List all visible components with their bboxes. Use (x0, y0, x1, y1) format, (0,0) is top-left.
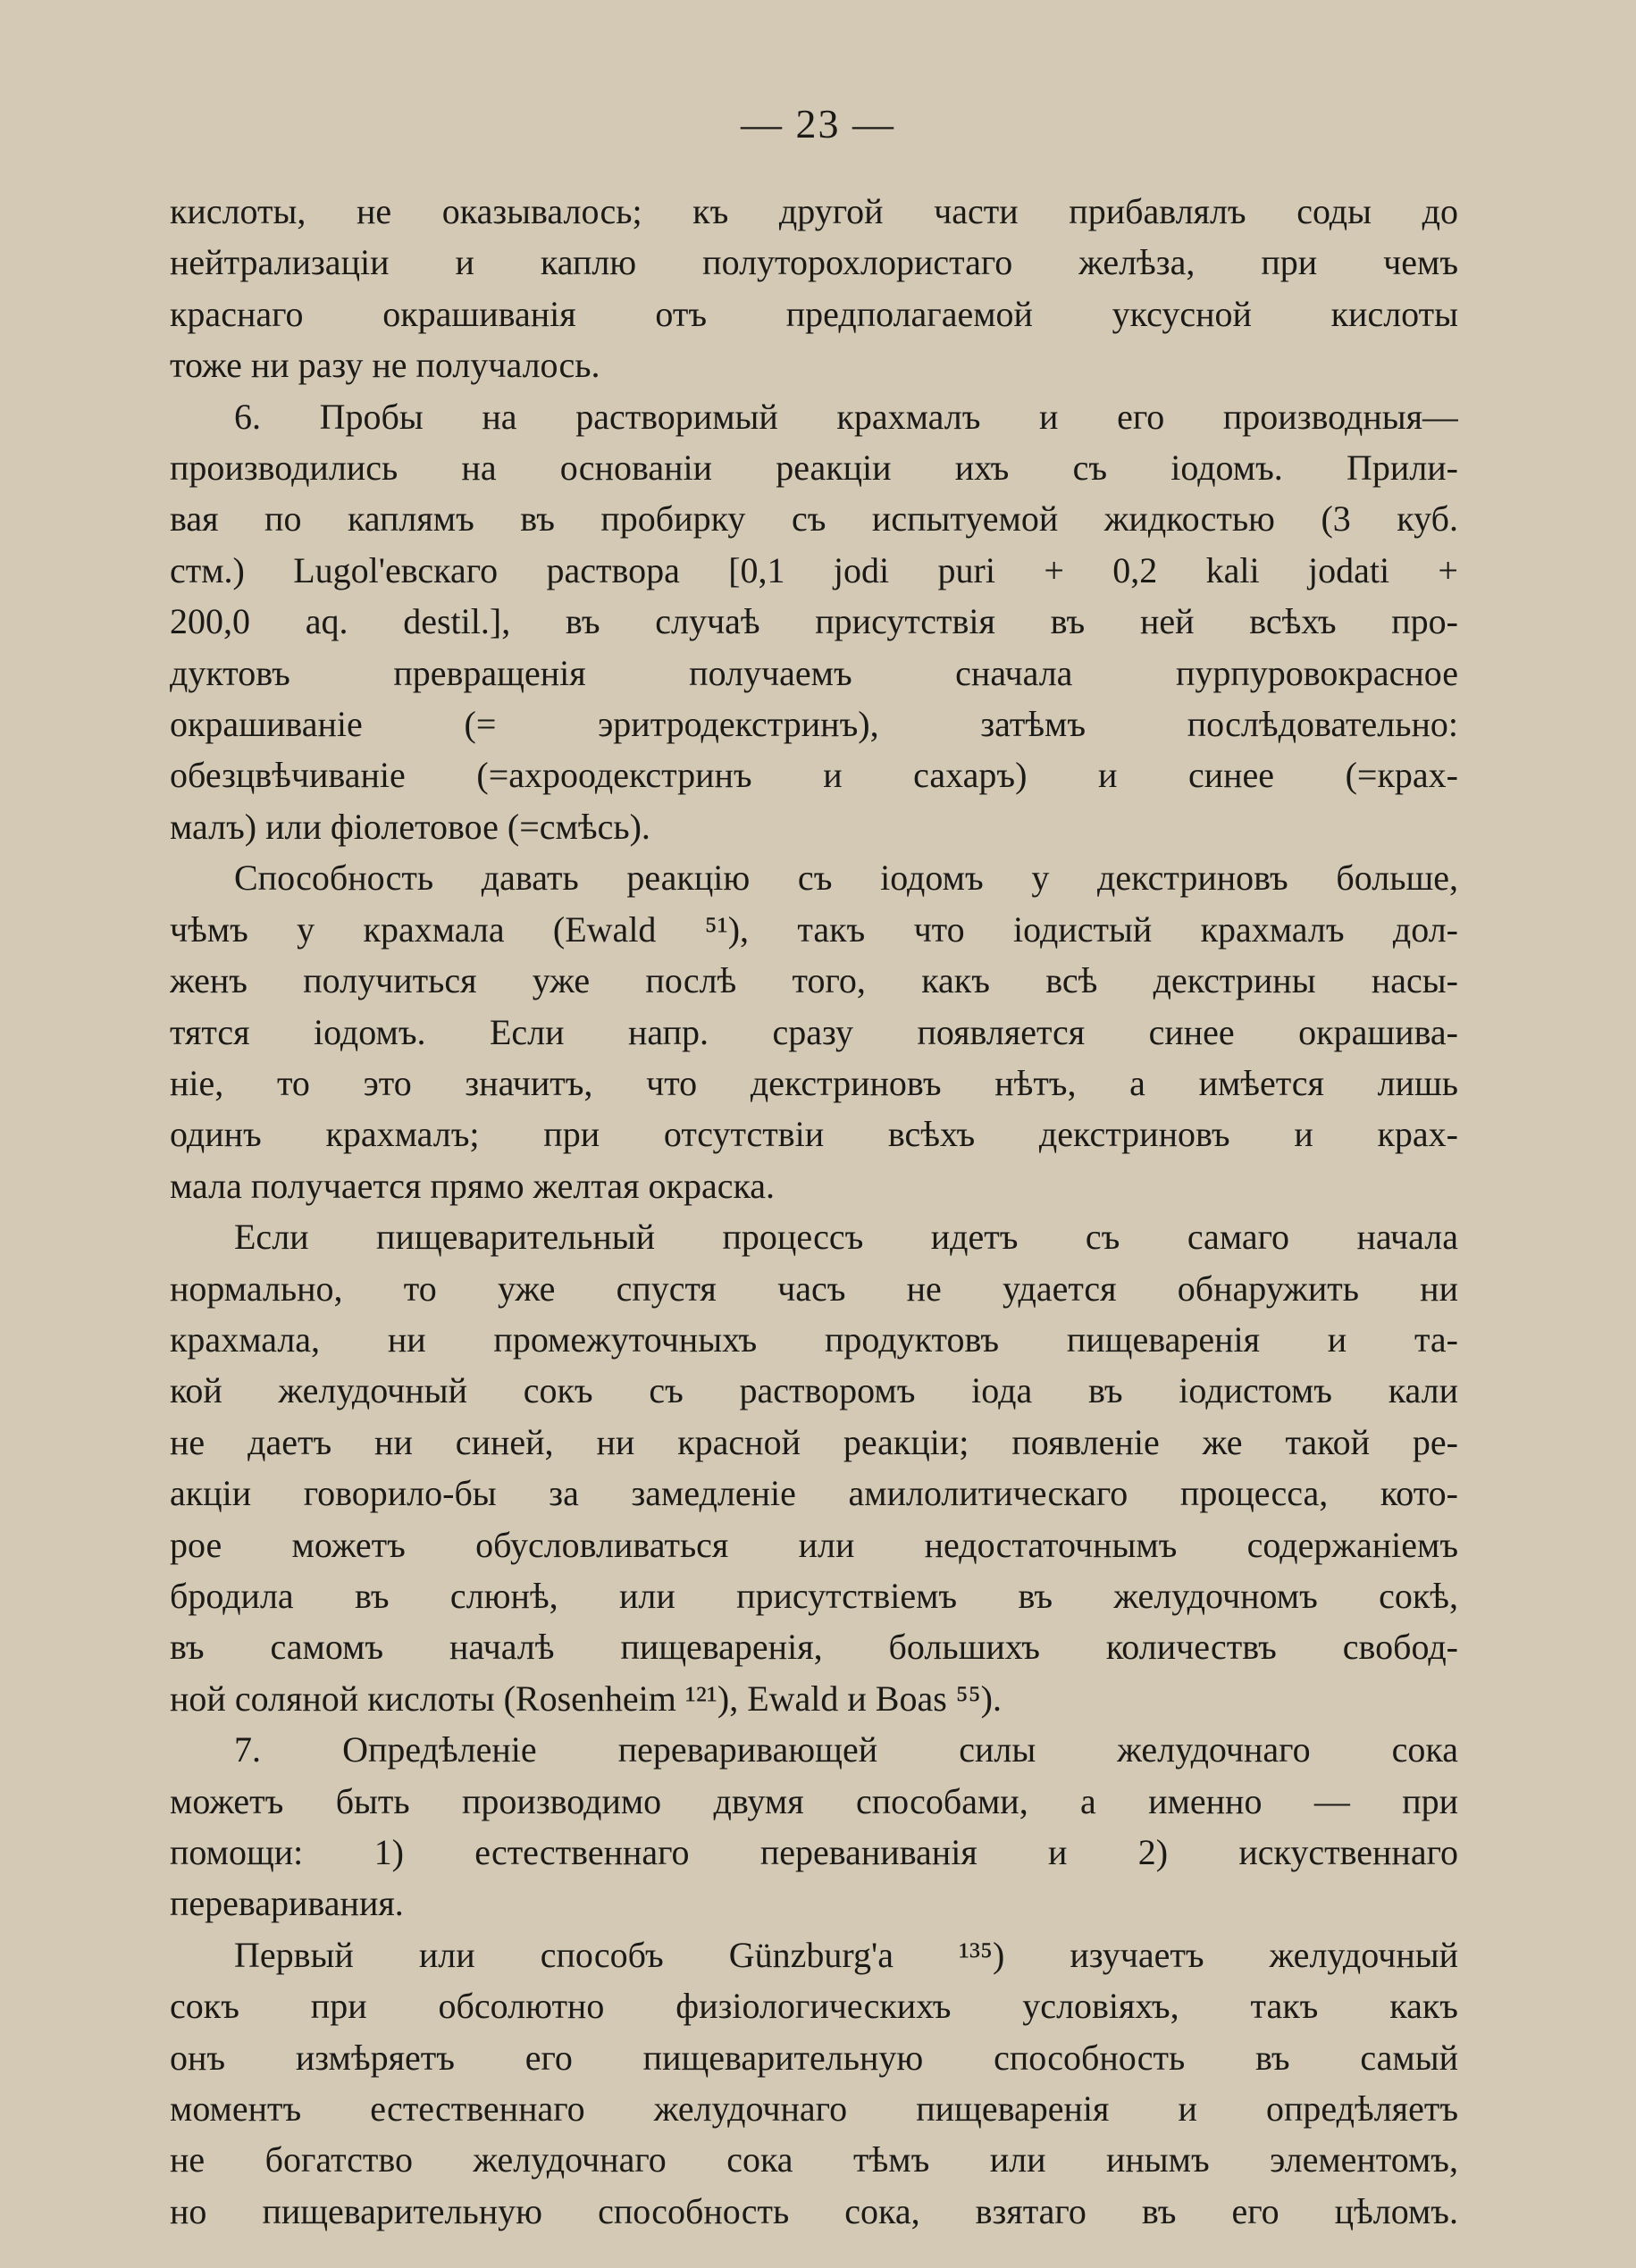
text-line: краснаго окрашиванія отъ предполагаемой уксусной кислоты (170, 293, 1458, 334)
text-line: не богатство желудочнаго сока тѣмъ или инымъ элементомъ, (170, 2139, 1458, 2180)
text-line: не даетъ ни синей, ни красной реакціи; появленіе же такой ре- (170, 1421, 1458, 1462)
text-line: производились на основаніи реакціи ихъ съ іодомъ. Прили- (170, 448, 1458, 489)
paragraph-5 (170, 1724, 1458, 1929)
text-line: дуктовъ превращенія получаемъ сначала пурпуровокрасное (170, 652, 1458, 693)
body-text (170, 186, 1458, 2237)
text-line: кислоты, не оказывалось; къ другой части прибавлялъ соды до (170, 191, 1458, 231)
text-line: ной соляной кислоты (Rosenheim ¹²¹), Ewald и Boas ⁵⁵). (170, 1678, 1002, 1719)
text-line: нейтрализаціи и каплю полуторохлористаго желѣза, при чемъ (170, 242, 1458, 283)
text-line: акціи говорило-бы за замедленіе амилолитическаго процесса, кото- (170, 1473, 1458, 1514)
paragraph-3 (170, 852, 1458, 1211)
text-line: сокъ при обсолютно физіологическихъ условіяхъ, такъ какъ (170, 1986, 1458, 2027)
text-line: ніе, то это значитъ, что декстриновъ нѣтъ, а имѣется лишь (170, 1062, 1458, 1103)
text-line: Если пищеварительный процессъ идетъ съ самаго начала (234, 1217, 1458, 1258)
text-line: малъ) или фіолетовое (=смѣсь). (170, 806, 650, 847)
text-line: въ самомъ началѣ пищеваренія, большихъ количествъ свобод- (170, 1627, 1458, 1668)
text-line: стм.) Lugol'евскаго раствора [0,1 jodi puri + 0,2 kali jodati + (170, 549, 1458, 590)
paragraph-4 (170, 1211, 1458, 1724)
text-line: нормально, то уже спустя часъ не удается обнаружить ни (170, 1268, 1458, 1309)
text-line: тятся іодомъ. Если напр. сразу появляется синее окрашива- (170, 1011, 1458, 1052)
text-line: рое можетъ обусловливаться или недостаточнымъ содержаніемъ (170, 1524, 1458, 1565)
text-line: женъ получиться уже послѣ того, какъ всѣ декстрины насы- (170, 960, 1458, 1001)
text-line: 200,0 aq. destil.], въ случаѣ присутствія въ ней всѣхъ про- (170, 601, 1458, 642)
paragraph-6 (170, 1929, 1458, 2237)
page-number: — 23 — (741, 101, 895, 146)
text-line: окрашиваніе (= эритродекстринъ), затѣмъ послѣдовательно: (170, 704, 1458, 745)
text-line: Первый или способъ Günzburg'a ¹³⁵) изучаетъ желудочный (234, 1934, 1458, 1975)
text-line: можетъ быть производимо двумя способами, а именно — при (170, 1780, 1458, 1821)
paragraph-2 (170, 391, 1458, 853)
text-line: моментъ естественнаго желудочнаго пищеваренія и опредѣляетъ (170, 2088, 1458, 2130)
text-line: переваривания. (170, 1883, 404, 1924)
text-line: помощи: 1) естественнаго переваниванія и 2) искуственнаго (170, 1832, 1458, 1872)
text-line: крахмала, ни промежуточныхъ продуктовъ пищеваренія и та- (170, 1318, 1458, 1360)
text-line: онъ измѣряетъ его пищеварительную способность въ самый (170, 2037, 1458, 2078)
text-line: обезцвѣчиваніе (=ахроодекстринъ и сахаръ) и синее (=крах- (170, 755, 1458, 796)
text-line: 6. Пробы на растворимый крахмалъ и его производныя— (234, 396, 1458, 437)
text-line: вая по каплямъ въ пробирку съ испытуемой жидкостью (3 куб. (170, 498, 1458, 540)
text-line: бродила въ слюнѣ, или присутствіемъ въ желудочномъ сокѣ, (170, 1575, 1458, 1616)
text-line: Способность давать реакцію съ іодомъ у декстриновъ больше, (234, 858, 1458, 899)
text-line: мала получается прямо желтая окраска. (170, 1165, 776, 1206)
paragraph-1 (170, 186, 1458, 391)
text-line: кой желудочный сокъ съ растворомъ іода въ іодистомъ кали (170, 1370, 1458, 1411)
text-line: одинъ крахмалъ; при отсутствіи всѣхъ декстриновъ и крах- (170, 1114, 1458, 1155)
text-line: чѣмъ у крахмала (Ewald ⁵¹), такъ что іодистый крахмалъ дол- (170, 908, 1458, 950)
text-line: тоже ни разу не получалось. (170, 345, 600, 386)
text-line: но пищеварительную способность сока, взятаго въ его цѣломъ. (170, 2190, 1458, 2231)
text-line: 7. Опредѣленіе переваривающей силы желудочнаго сока (234, 1729, 1458, 1770)
